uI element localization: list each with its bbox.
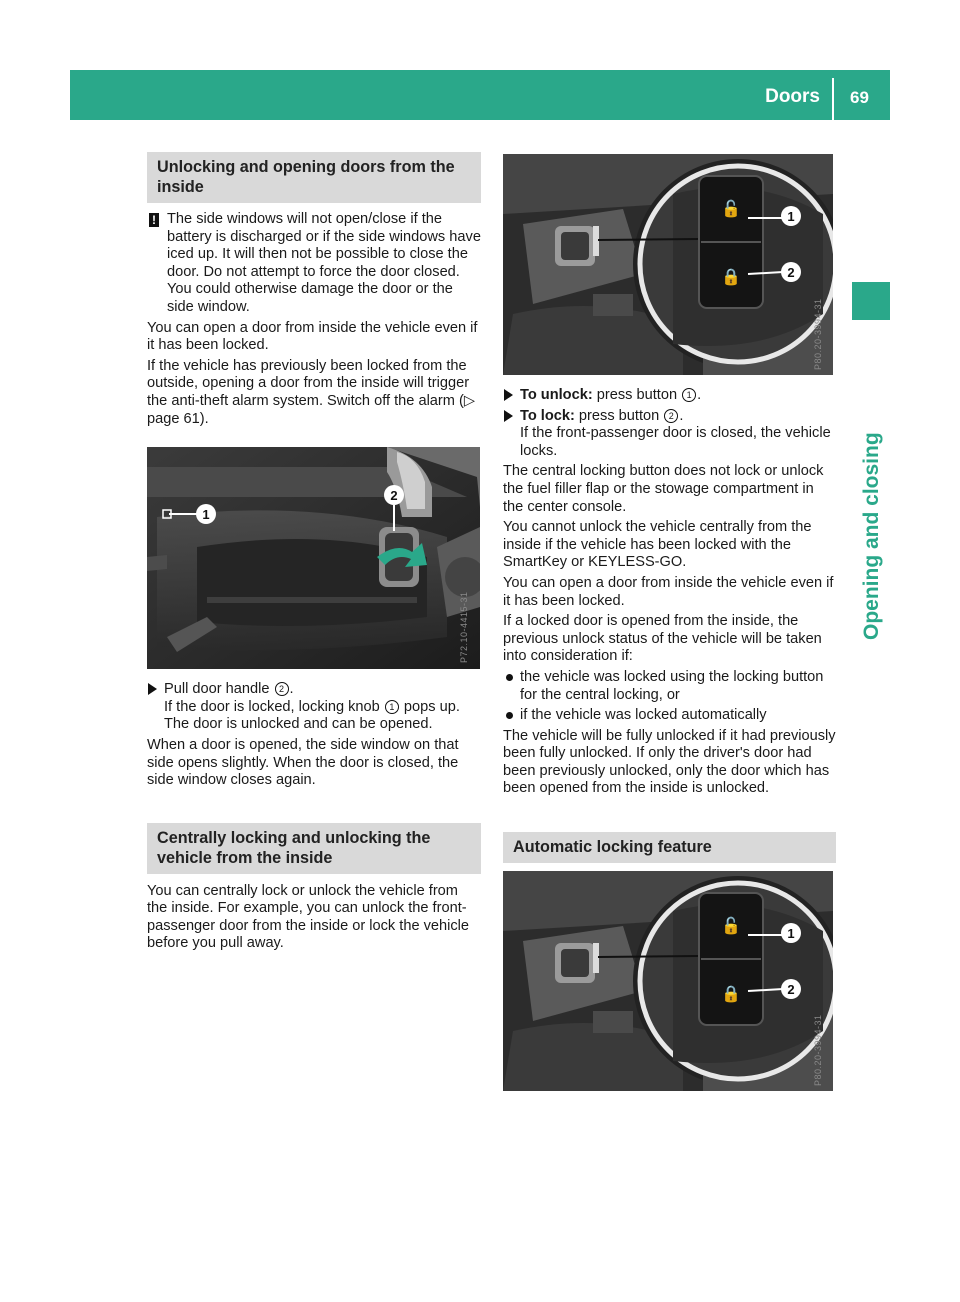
door-panel-illustration xyxy=(147,447,480,669)
paragraph: You cannot unlock the vehicle centrally from the inside if the vehicle has been locked with the SmartKey or KEYLESS-GO. xyxy=(503,519,812,571)
bullet-icon xyxy=(506,712,513,719)
callout-2: 2 xyxy=(787,265,795,280)
step-arrow-icon xyxy=(148,683,157,695)
svg-text:🔒: 🔒 xyxy=(721,267,741,286)
door-handle-image xyxy=(147,447,480,669)
section-title: Doors xyxy=(765,86,820,107)
header-divider xyxy=(832,78,834,120)
warning-text: The side windows will not open/close if the battery is discharged or if the side windows have iced up. It will then not be possible to close the door. Do not attempt to force the door closed. You could otherwise damage the door or the side window. xyxy=(167,211,481,315)
page-number: 69 xyxy=(850,88,869,107)
instruction-step-lock: To lock: press button 2 . If the front-passenger door is closed, the vehicle locks. xyxy=(503,408,836,461)
callout-1-ref: 1 xyxy=(385,700,399,714)
callout-2: 2 xyxy=(787,982,795,998)
image-reference: P80.20-3994-31 xyxy=(813,1014,824,1087)
paragraph: You can open a door from inside the vehicle even if it has been locked. xyxy=(503,574,834,609)
warning-icon: ! xyxy=(149,213,159,227)
section-heading: Unlocking and opening doors from the inside xyxy=(147,152,481,203)
callout-1: 1 xyxy=(787,209,795,224)
callout-2-ref: 2 xyxy=(664,409,678,423)
warning-note xyxy=(147,211,481,317)
instruction-step: Pull door handle 2 . If the door is locked, locking knob 1 pops up. The door is unlocked and can be opened. xyxy=(147,681,481,734)
paragraph: The central locking button does not lock or unlock the fuel filler flap or the stowage compartment in the center console. xyxy=(503,463,824,515)
instruction-step-unlock: To unlock: press button 1 . xyxy=(503,387,836,405)
svg-text:🔓: 🔓 xyxy=(721,199,741,218)
svg-text:🔒: 🔒 xyxy=(721,984,741,1004)
callout-2: 2 xyxy=(390,488,398,504)
page-reference-link[interactable]: ▷ page 61 xyxy=(147,392,476,427)
step-arrow-icon xyxy=(504,410,513,422)
locking-buttons-illustration-2 xyxy=(503,871,833,1091)
paragraph: The vehicle will be fully unlocked if it had previously been fully unlocked. If only the driver's door had been previously unlocked, only the door which has been opened from the inside is unlocked. xyxy=(503,727,836,797)
paragraph: If a locked door is opened from the inside, the previous unlock status of the vehicle will be taken into consideration if: xyxy=(503,613,822,665)
callout-1: 1 xyxy=(787,926,795,942)
list-item: if the vehicle was locked automatically xyxy=(503,707,836,725)
left-column xyxy=(147,152,481,956)
right-column xyxy=(503,154,836,1091)
step-arrow-icon xyxy=(504,389,513,401)
image-reference: P72.10-4415-31 xyxy=(459,591,470,664)
paragraph: You can centrally lock or unlock the vehicle from the inside. For example, you can unlock the front-passenger door from the inside or lock the vehicle before you pull away. xyxy=(147,882,470,952)
automatic-locking-image xyxy=(503,871,833,1091)
page-header xyxy=(70,70,890,120)
locking-buttons-illustration xyxy=(503,154,833,375)
paragraph: If the vehicle has previously been locked from the outside, opening a door from the inside will trigger the anti-theft alarm system. Switch off the alarm (▷ page 61). xyxy=(147,357,476,427)
image-reference: P80.20-3994-31 xyxy=(813,298,824,370)
bullet-icon xyxy=(506,674,513,681)
chapter-tab xyxy=(852,282,890,320)
list-item: the vehicle was locked using the locking button for the central locking, or xyxy=(503,669,836,704)
section-heading: Automatic locking feature xyxy=(503,832,836,863)
callout-1: 1 xyxy=(202,507,210,523)
paragraph: When a door is opened, the side window on that side opens slightly. When the door is closed, the side window closes again. xyxy=(147,736,459,789)
paragraph: You can open a door from inside the vehicle even if it has been locked. xyxy=(147,319,478,354)
chapter-title: Opening and closing xyxy=(860,432,883,640)
svg-text:🔓: 🔓 xyxy=(721,916,741,936)
central-locking-image xyxy=(503,154,833,375)
callout-1-ref: 1 xyxy=(682,388,696,402)
section-heading: Centrally locking and unlocking the vehicle from the inside xyxy=(147,823,481,874)
callout-2-ref: 2 xyxy=(275,682,289,696)
